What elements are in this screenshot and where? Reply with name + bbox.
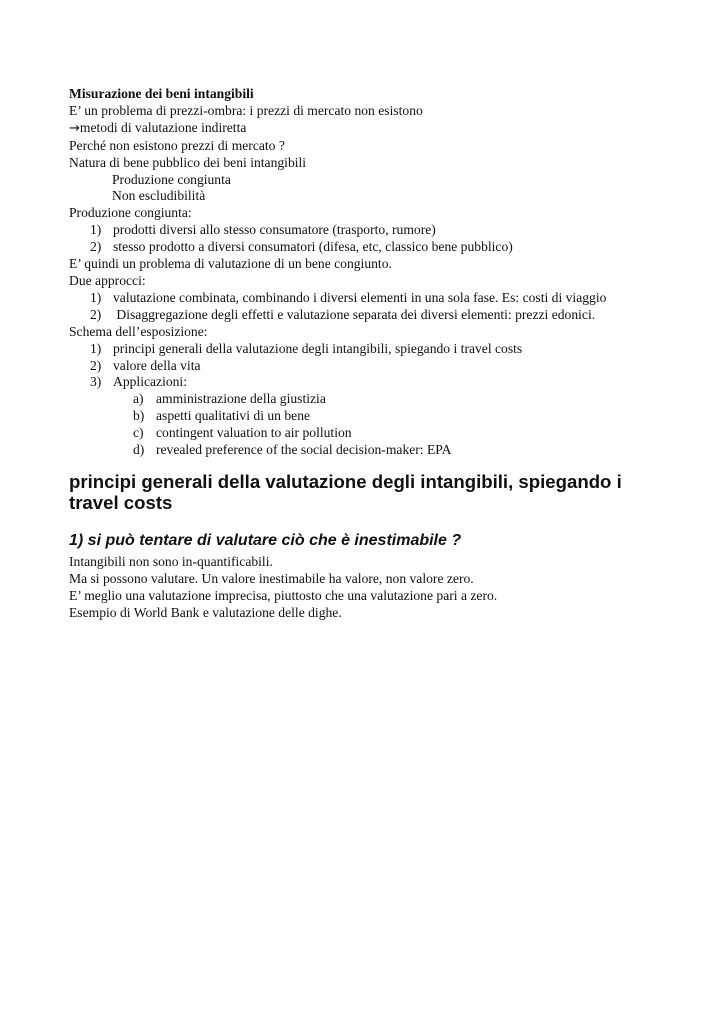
list-text: contingent valuation to air pollution: [156, 425, 352, 441]
list-text: revealed preference of the social decision-maker: EPA: [156, 442, 452, 458]
list-number: 1): [90, 340, 102, 356]
sub-list-item: [69, 391, 709, 408]
list-text: aspetti qualitativi di un bene: [156, 408, 311, 424]
document-page: [69, 86, 709, 622]
list-number: 2): [90, 357, 102, 373]
list-letter: d): [133, 442, 145, 458]
text-line: Perché non esistono prezzi di mercato ?: [69, 137, 285, 153]
list-item: [69, 358, 709, 375]
text-fragment: metodi di valutazione indiretta: [79, 119, 247, 135]
list-letter: b): [133, 408, 145, 424]
document-title: Misurazione dei beni intangibili: [69, 86, 254, 101]
list-item: [69, 341, 709, 358]
list-item: [69, 374, 709, 391]
list-label: Produzione congiunta:: [69, 205, 192, 221]
sub-list-item: [69, 442, 709, 459]
text-line: E’ un problema di prezzi-ombra: i prezzi di mercato non esistono: [69, 102, 423, 118]
list-text: principi generali della valutazione degli intangibili, spiegando i travel costs: [113, 340, 523, 356]
list-item: [69, 307, 709, 324]
list-text: prodotti diversi allo stesso consumatore (trasporto, rumore): [113, 222, 436, 238]
list-text: valore della vita: [113, 357, 201, 373]
text-line: [69, 120, 709, 138]
section-heading: [69, 471, 709, 514]
list-number: 1): [90, 289, 102, 305]
list-number: 1): [90, 222, 102, 238]
sub-list-item: [69, 408, 709, 425]
list-letter: c): [133, 425, 144, 441]
text-line: E’ meglio una valutazione imprecisa, piuttosto che una valutazione pari a zero.: [69, 587, 498, 603]
list-number: 3): [90, 374, 102, 390]
intro-block: [69, 86, 709, 459]
heading-line: travel costs: [69, 492, 173, 514]
list-number: 2): [90, 306, 102, 322]
section-subheading: 1) si può tentare di valutare ciò che è inestimabile ?: [69, 531, 462, 549]
list-label: Schema dell’esposizione:: [69, 323, 208, 339]
indented-item: Non escludibilità: [112, 188, 206, 204]
list-item: [69, 239, 709, 256]
list-item: [69, 290, 709, 307]
list-letter: a): [133, 391, 144, 407]
list-text: amministrazione della giustizia: [156, 391, 326, 407]
list-text: Disaggregazione degli effetti e valutazione separata dei diversi elementi: prezzi edonici.: [113, 306, 596, 322]
indented-item: Produzione congiunta: [112, 171, 231, 187]
list-number: 2): [90, 239, 102, 255]
text-line: Intangibili non sono in-quantificabili.: [69, 553, 273, 569]
list-text: stesso prodotto a diversi consumatori (difesa, etc, classico bene pubblico): [113, 239, 513, 255]
text-line: E’ quindi un problema di valutazione di un bene congiunto.: [69, 256, 392, 272]
right-arrow-icon: →: [69, 120, 80, 136]
list-label: Due approcci:: [69, 272, 146, 288]
heading-line: principi generali della valutazione degli intangibili, spiegando i: [69, 470, 622, 492]
text-line: Natura di bene pubblico dei beni intangibili: [69, 154, 307, 170]
text-line: Ma si possono valutare. Un valore inestimabile ha valore, non valore zero.: [69, 570, 474, 586]
text-line: Esempio di World Bank e valutazione delle dighe.: [69, 604, 342, 620]
list-text: valutazione combinata, combinando i diversi elementi in una sola fase. Es: costi di viaggio: [113, 289, 607, 305]
sub-list-item: [69, 425, 709, 442]
list-item: [69, 222, 709, 239]
list-text: Applicazioni:: [113, 374, 187, 390]
section-paragraph: [69, 554, 709, 622]
